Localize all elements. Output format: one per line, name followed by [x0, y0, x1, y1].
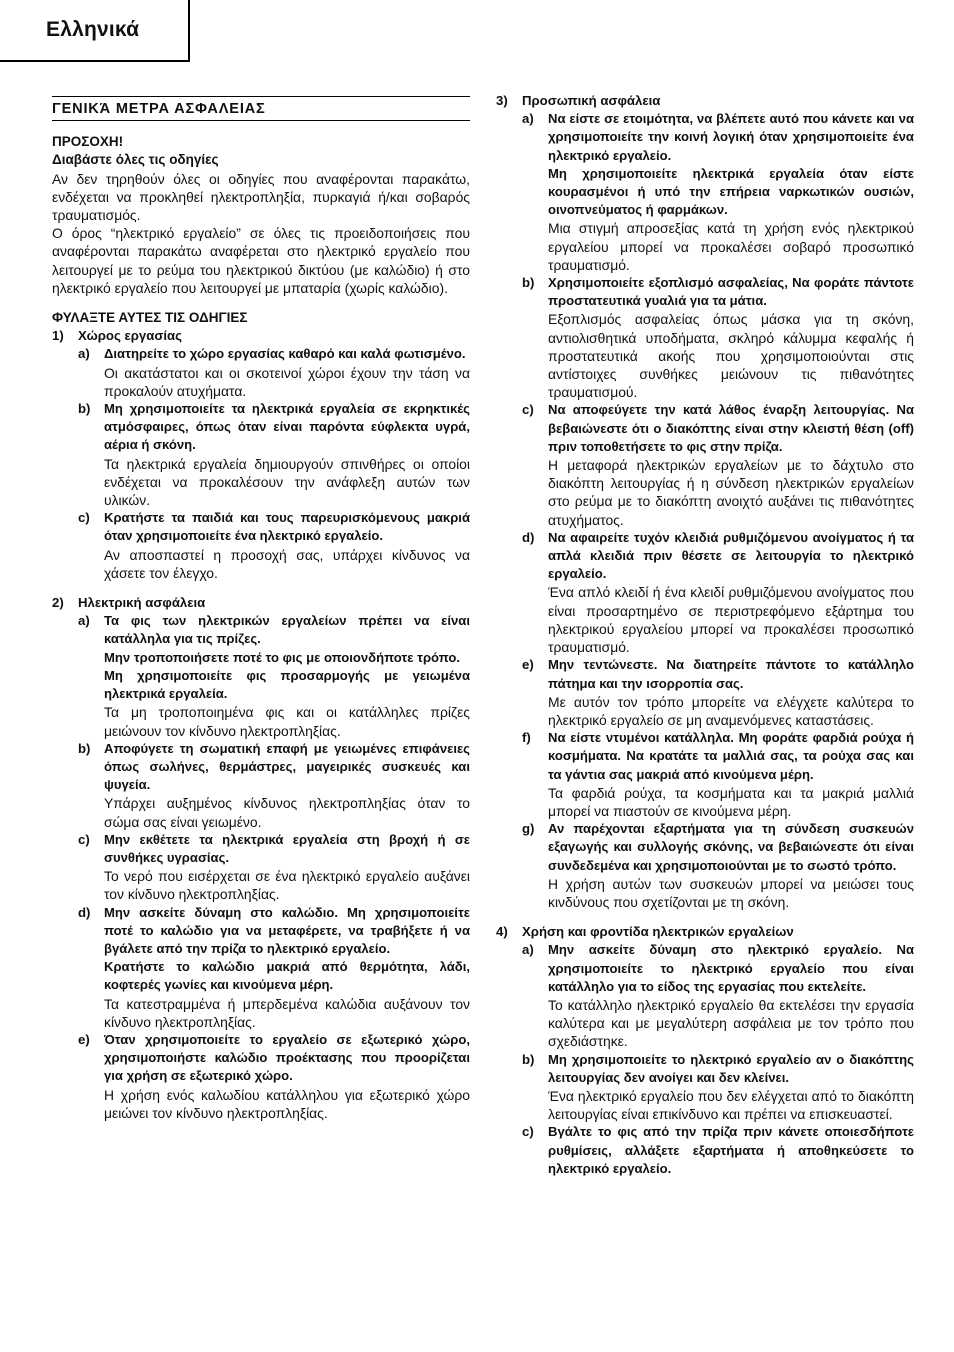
left-column — [52, 96, 470, 1122]
list-item: c) Βγάλτε το φις από την πρίζα πριν κάνετε οποιεσδήποτε ρυθμίσεις, αλλάξετε εξαρτήματα ή αποθηκεύσετε το ηλεκτρικό εργαλείο. — [522, 1124, 914, 1176]
list-item: e) Όταν χρησιμοποιείτε το εργαλείο σε εξωτερικό χώρο, χρησιμοποιήστε καλώδιο προέκτασης που προορίζεται για χρήση σε εξωτερικό χώρο. Η χρήση ενός καλωδίου κατάλληλου για εξωτερικό χώρο μειώνει τον κίνδυνο ηλεκτροπληξίας. — [78, 1031, 470, 1121]
list-item: g) Αν παρέχονται εξαρτήματα για τη σύνδεση συσκευών εξαγωγής και συλλογής σκόνης, να βεβαιώνεστε ότι είναι συνδεδεμένα και χρησιμοποιούνται με το σωστό τρόπο. Η χρήση αυτών των συσκευών μπορεί να μειώσει τους κινδύνους που σχετίζονται με τη σκόνη. — [522, 821, 914, 910]
list-item: c) Μην εκθέτετε τα ηλεκτρικά εργαλεία στη βροχή ή σε συνθήκες υγρασίας. Το νερό που εισέρχεται σε ένα ηλεκτρικό εργαλείο αυξάνει τον κίνδυνο ηλεκτροπληξίας. — [78, 831, 470, 903]
keep-instructions-label: ΦΥΛΑΞΤΕ ΑΥΤΕΣ ΤΙΣ ΟΔΗΓΙΕΣ — [52, 310, 248, 326]
language-label: Ελληνικά — [46, 18, 140, 41]
section-title: ΓΕΝΙΚΆ ΜΕΤΡΑ ΑΣΦΑΛΕΙΑΣ — [52, 96, 470, 121]
language-tab — [0, 0, 190, 62]
list-item: a) Να είστε σε ετοιμότητα, να βλέπετε αυτό που κάνετε και να χρησιμοποιείτε την κοινή λογική όταν χρησιμοποιείτε ένα ηλεκτρικό εργαλείο. Μη χρησιμοποιείτε ηλεκτρικά εργαλεία όταν είστε κουρασμένοι ή υπό την επήρεια ναρκωτικών ουσιών, οινοπνεύματος ή φαρμάκων. Μια στιγμή απροσεξίας κατά τη χρήση ενός ηλεκτρικού εργαλείου μπορεί να προκαλέσει σοβαρό προσωπικό τραυματισμό. — [522, 111, 914, 273]
warning-label: ΠΡΟΣΟΧΗ! — [52, 134, 124, 150]
list-item: e) Μην τεντώνεστε. Να διατηρείτε πάντοτε το κατάλληλο πάτημα και την ισορροπία σας. Με αυτόν τον τρόπο μπορείτε να ελέγχετε καλύτερα το ηλεκτρικό εργαλείο σε μη αναμενόμενες καταστάσεις. — [522, 657, 914, 728]
section-heading-work-area: 1) Χώρος εργασίας — [52, 328, 183, 344]
list-item: a) Διατηρείτε το χώρο εργασίας καθαρό και καλά φωτισμένο. Οι ακατάστατοι και οι σκοτεινοί χώροι έχουν την τάση να προκαλούν ατυχήματα. — [78, 346, 470, 399]
list-item: d) Μην ασκείτε δύναμη στο καλώδιο. Μη χρησιμοποιείτε ποτέ το καλώδιο για να μεταφέρετε, να τραβήξετε ή να βγάλετε από την πρίζα το ηλεκτρικό εργαλείο. Κρατήστε το καλώδιο μακριά από θερμότητα, λάδι, κοφτερές γωνίες και κινούμενα μέρη. Τα κατεστραμμένα ή μπερδεμένα καλώδια αυξάνουν τον κίνδυνο ηλεκτροπληξίας. — [78, 904, 470, 1030]
read-all-label: Διαβάστε όλες τις οδηγίες — [52, 152, 219, 168]
section-heading-tool-use-care: 4) Χρήση και φροντίδα ηλεκτρικών εργαλείων — [496, 924, 794, 940]
intro-paragraph-1: Αν δεν τηρηθούν όλες οι οδηγίες που αναφέρονται παρακάτω, ενδέχεται να προκληθεί ηλεκτροπληξία, πυρκαγιά ή/και σοβαρός τραυματισμός. — [52, 170, 470, 224]
list-item: b) Χρησιμοποιείτε εξοπλισμό ασφαλείας, Να φοράτε πάντοτε προστατευτικά γυαλιά για τα μάτια. Εξοπλισμός ασφαλείας όπως μάσκα για τη σκόνη, αντιολισθητικά υποδήματα, σκληρό κάλυμμα κεφαλής ή προστατευτικά ακοής που χρησιμοποιούνται στις αντίστοιχες συνθήκες μειώνουν τις πιθανότητες τραυματισμού. — [522, 275, 914, 401]
list-item: f) Να είστε ντυμένοι κατάλληλα. Μη φοράτε φαρδιά ρούχα ή κοσμήματα. Να κρατάτε τα μαλλιά σας, τα ρούχα σας και τα γάντια σας μακριά από κινούμενα μέρη. Τα φαρδιά ρούχα, τα κοσμήματα και τα μακριά μαλλιά μπορεί να πιαστούν σε κινούμενα μέρη. — [522, 730, 914, 819]
list-item: d) Να αφαιρείτε τυχόν κλειδιά ρυθμιζόμενου ανοίγματος ή τα απλά κλειδιά πριν θέσετε σε λειτουργία το ηλεκτρικό εργαλείο. Ένα απλό κλειδί ή ένα κλειδί ρυθμιζόμενου ανοίγματος που είναι προσαρτημένο σε περιστρεφόμενο εξάρτημα του ηλεκτρικού εργαλείου μπορεί να προκαλέσει προσωπικό τραυματισμό. — [522, 529, 914, 656]
section-heading-electrical-safety: 2) Ηλεκτρική ασφάλεια — [52, 595, 206, 611]
right-column — [496, 92, 914, 1178]
list-item: c) Να αποφεύγετε την κατά λάθος έναρξη λειτουργίας. Να βεβαιώνεστε ότι ο διακόπτης είναι στην κλειστή θέση (off) πριν τοποθετήσετε το φις στην πρίζα. Η μεταφορά ηλεκτρικών εργαλείων με το δάχτυλο στο διακόπτη λειτουργίας ή η σύνδεση ηλεκτρικών εργαλείων στο ρεύμα με το διακόπτη ανοιχτό αυξάνει τις πιθανότητες ατυχήματος. — [522, 402, 914, 528]
intro-paragraph-2: Ο όρος “ηλεκτρικό εργαλείο” σε όλες τις προειδοποιήσεις που αναφέρονται παρακάτω αναφέρεται στο ηλεκτρικό εργαλείο που λειτουργεί με το ρεύμα του ηλεκτρικού δικτύου (με καλώδιο) ή στο ηλεκτρικό εργαλείο που λειτουργεί με μπαταρία (χωρίς καλώδιο). — [52, 225, 470, 296]
list-item: b) Αποφύγετε τη σωματική επαφή με γειωμένες επιφάνειες όπως σωλήνες, θερμάστρες, μαγειρικές συσκευές και ψυγεία. Υπάρχει αυξημένος κίνδυνος ηλεκτροπληξίας όταν το σώμα σας είναι γειωμένο. — [78, 740, 470, 830]
section-heading-personal-safety: 3) Προσωπική ασφάλεια — [496, 93, 661, 108]
list-item: a) Μην ασκείτε δύναμη στο ηλεκτρικό εργαλείο. Να χρησιμοποιείτε το ηλεκτρικό εργαλείο που είναι κατάλληλο για το είδος της εργασίας που εκτελείτε. Το κατάλληλο ηλεκτρικό εργαλείο θα εκτελέσει την εργασία καλύτερα και με μεγαλύτερη ασφάλεια με τον τρόπο που σχεδιάστηκε. — [522, 942, 914, 1050]
list-item: b) Μη χρησιμοποιείτε το ηλεκτρικό εργαλείο αν ο διακόπτης λειτουργίας δεν ανοίγει και δεν κλείνει. Ένα ηλεκτρικό εργαλείο που δεν ελέγχεται από το διακόπτη λειτουργίας είναι επικίνδυνο και πρέπει να επισκευαστεί. — [522, 1051, 914, 1123]
list-item: a) Τα φις των ηλεκτρικών εργαλείων πρέπει να είναι κατάλληλα για τις πρίζες. Μην τροποποιήσετε ποτέ το φις με οποιονδήποτε τρόπο. Μη χρησιμοποιείτε φις προσαρμογής με γειωμένα ηλεκτρικά εργαλεία. Τα μη τροποποιημένα φις και οι κατάλληλες πρίζες μειώνουν τον κίνδυνο ηλεκτροπληξίας. — [78, 613, 470, 739]
list-item: b) Μη χρησιμοποιείτε τα ηλεκτρικά εργαλεία σε εκρηκτικές ατμόσφαιρες, όπως όταν είναι παρόντα εύφλεκτα υγρά, αέρια ή σκόνη. Τα ηλεκτρικά εργαλεία δημιουργούν σπινθήρες οι οποίοι ενδέχεται να προκαλέσουν την ανάφλεξη αυτών των υλικών. — [78, 401, 470, 509]
list-item: c) Κρατήστε τα παιδιά και τους παρευρισκόμενους μακριά όταν χρησιμοποιείτε ένα ηλεκτρικό εργαλείο. Αν αποσπαστεί η προσοχή σας, υπάρχει κίνδυνος να χάσετε τον έλεγχο. — [78, 510, 470, 581]
